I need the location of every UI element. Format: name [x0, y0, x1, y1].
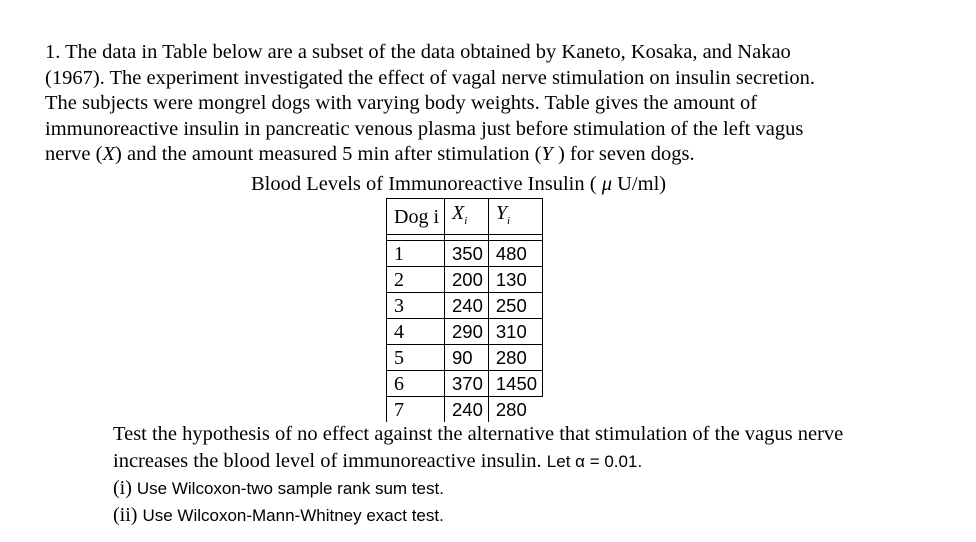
problem-line-5	[45, 142, 945, 168]
cell-dog: 5	[387, 345, 445, 371]
test-line-2-text: increases the blood level of immunoreactive insulin.	[113, 450, 542, 472]
header-x: $X_i$	[445, 199, 489, 235]
cell-y: 310	[488, 319, 542, 345]
test-instructions	[113, 421, 843, 529]
cell-x: 370	[445, 371, 489, 397]
problem-statement	[45, 40, 945, 168]
insulin-table	[386, 198, 543, 422]
problem-line-2: (1967). The experiment investigated the effect of vagal nerve stimulation on insulin secretion.	[45, 66, 816, 89]
test-line-1: Test the hypothesis of no effect against the alternative that stimulation of the vagus nerve	[113, 423, 844, 445]
table-row	[387, 293, 543, 319]
header-y: $Y_i$	[488, 199, 542, 235]
cell-dog: 3	[387, 293, 445, 319]
problem-line-3: The subjects were mongrel dogs with varying body weights. Table gives the amount of	[45, 92, 758, 114]
cell-y: 280	[488, 397, 542, 423]
cell-dog: 6	[387, 371, 445, 397]
cell-y: 250	[488, 293, 542, 319]
cell-y: 130	[488, 267, 542, 293]
table-row	[387, 345, 543, 371]
cell-x: 290	[445, 319, 489, 345]
problem-line-5-end: ) for seven dogs.	[552, 143, 695, 165]
table-title	[251, 171, 666, 197]
header-dog: Dog i	[387, 199, 445, 235]
cell-y: 480	[488, 241, 542, 267]
cell-dog: 7	[387, 397, 445, 423]
cell-x: 350	[445, 241, 489, 267]
item-i	[113, 475, 843, 502]
variable-x: X	[102, 143, 116, 165]
cell-x: 200	[445, 267, 489, 293]
table-title-prefix: Blood Levels of Immunoreactive Insulin (	[251, 173, 602, 195]
table-row	[387, 267, 543, 293]
cell-y: 280	[488, 345, 542, 371]
problem-line-5-start: nerve (	[45, 143, 103, 165]
cell-x: 90	[445, 345, 489, 371]
table-row	[387, 371, 543, 397]
variable-y: Y	[541, 143, 553, 165]
item-ii-number: (ii)	[113, 504, 138, 526]
table-row	[387, 397, 543, 423]
cell-y: 1450	[488, 371, 542, 397]
table-header-row	[387, 199, 543, 235]
item-ii-text: Use Wilcoxon-Mann-Whitney exact test.	[142, 506, 444, 525]
mu-symbol: μ	[601, 173, 612, 195]
cell-dog: 4	[387, 319, 445, 345]
item-i-text: Use Wilcoxon-two sample rank sum test.	[136, 479, 444, 498]
cell-dog: 1	[387, 241, 445, 267]
alpha-value: Let α = 0.01.	[546, 452, 643, 471]
problem-line-4: immunoreactive insulin in pancreatic venous plasma just before stimulation of the left vagus	[45, 117, 804, 140]
cell-x: 240	[445, 397, 489, 423]
cell-x: 240	[445, 293, 489, 319]
problem-line-1: 1. The data in Table below are a subset of the data obtained by Kaneto, Kosaka, and Nakao	[45, 41, 791, 63]
test-line-2	[113, 448, 843, 475]
problem-line-5-mid: ) and the amount measured 5 min after stimulation (	[115, 143, 542, 165]
item-i-number: (i)	[113, 477, 132, 499]
table-row	[387, 319, 543, 345]
item-ii	[113, 502, 843, 529]
cell-dog: 2	[387, 267, 445, 293]
table-title-suffix: U/ml)	[612, 173, 667, 195]
table-row	[387, 241, 543, 267]
